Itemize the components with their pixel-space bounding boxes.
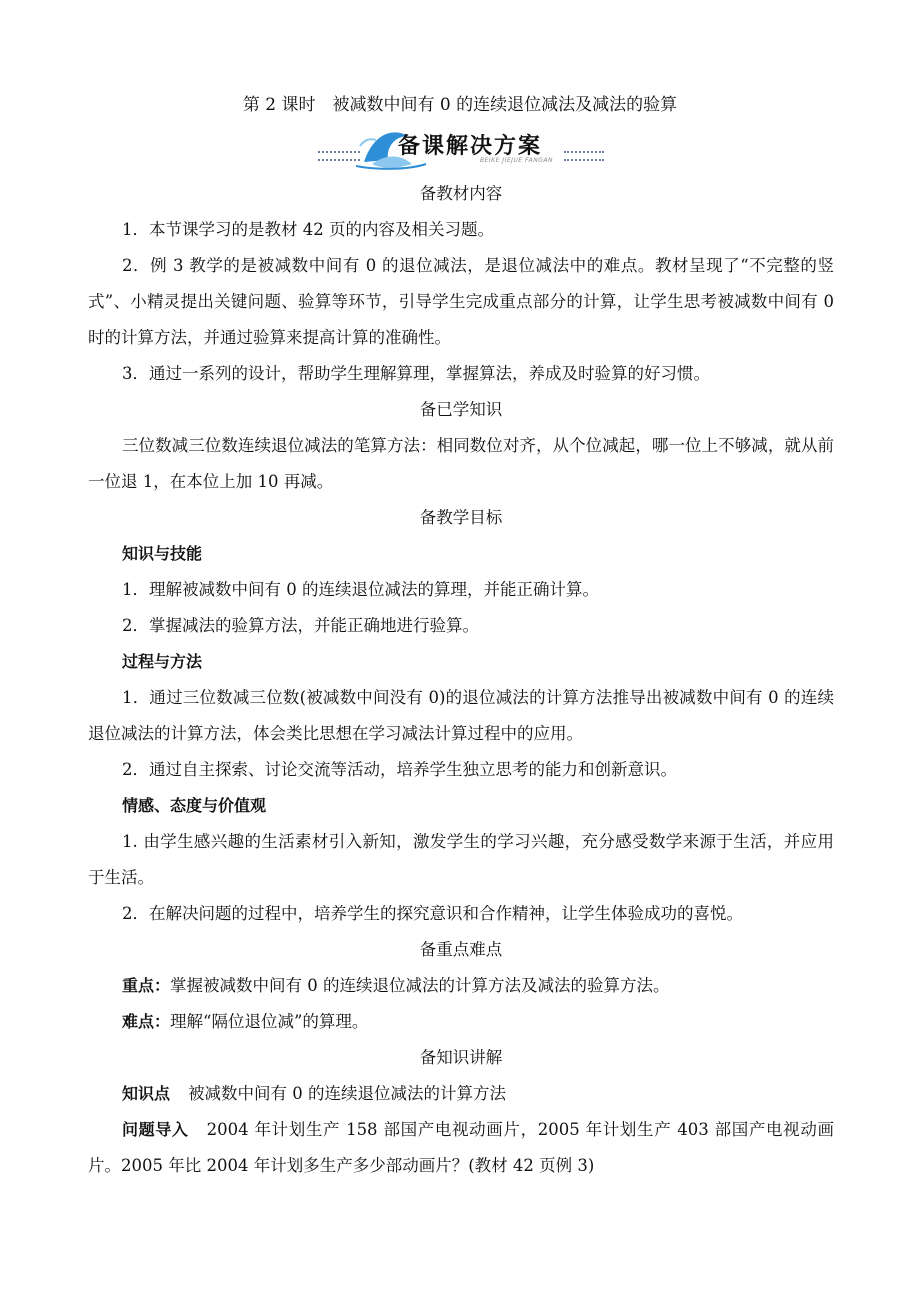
subheading-attitude-values: 情感、态度与价值观	[122, 796, 267, 815]
paragraph: 2．掌握减法的验算方法，并能正确地进行验算。	[122, 616, 479, 635]
section-heading-content: 备教材内容	[419, 184, 503, 203]
paragraph: 3．通过一系列的设计，帮助学生理解算理，掌握算法，养成及时验算的好习惯。	[122, 364, 710, 383]
difficulty-text: 理解“隔位退位减”的算理。	[170, 1012, 369, 1031]
focus-text: 掌握被减数中间有 0 的连续退位减法的计算方法及减法的验算方法。	[170, 976, 670, 995]
banner-subtitle: BEIKE JIEJUE FANGAN	[480, 157, 553, 164]
paragraph: 2．通过自主探索、讨论交流等活动，培养学生独立思考的能力和创新意识。	[122, 760, 677, 779]
section-heading-key: 备重点难点	[419, 940, 503, 959]
knowledge-point-text: 被减数中间有 0 的连续退位减法的计算方法	[188, 1084, 507, 1103]
paragraph: 2．例 3 教学的是被减数中间有 0 的退位减法，是退位减法中的难点。教材呈现了“不完整的竖式”、小精灵提出关键问题、验算等环节，引导学生完成重点部分的计算，让学生思考被减数中间有 0 时的计算方法，并通过验算来提高计算的准确性。	[88, 256, 834, 347]
paragraph: 1．理解被减数中间有 0 的连续退位减法的算理，并能正确计算。	[122, 580, 599, 599]
difficulty-paragraph	[88, 1004, 834, 1040]
banner-title: 备课解决方案	[398, 134, 543, 159]
subheading-knowledge-skills: 知识与技能	[122, 544, 203, 563]
section-heading-knowledge: 备知识讲解	[419, 1048, 503, 1067]
paragraph: 1．通过三位数减三位数(被减数中间没有 0)的退位减法的计算方法推导出被减数中间有 0 的连续退位减法的计算方法，体会类比思想在学习减法计算过程中的应用。	[88, 688, 834, 743]
intro-text: 2004 年计划生产 158 部国产电视动画片，2005 年计划生产 403 部国产电视动画片。2005 年比 2004 年计划多生产多少部动画片？(教材 42 页例 3)	[88, 1120, 834, 1175]
paragraph: 1．本节课学习的是教材 42 页的内容及相关习题。	[122, 220, 494, 239]
paragraph: 1. 由学生感兴趣的生活素材引入新知，激发学生的学习兴趣，充分感受数学来源于生活，并应用于生活。	[88, 832, 834, 887]
intro-label: 问题导入	[122, 1120, 189, 1139]
difficulty-label: 难点：	[122, 1012, 171, 1031]
paragraph: 三位数减三位数连续退位减法的笔算方法：相同数位对齐，从个位减起，哪一位上不够减，就从前一位退 1，在本位上加 10 再减。	[88, 436, 834, 491]
section-heading-prior: 备已学知识	[419, 400, 503, 419]
intro-paragraph	[88, 1112, 834, 1184]
focus-paragraph	[88, 968, 834, 1004]
knowledge-point-label: 知识点	[122, 1084, 171, 1103]
subheading-process-methods: 过程与方法	[122, 652, 203, 671]
section-heading-goals: 备教学目标	[419, 508, 503, 527]
lesson-title: 第 2 课时 被减数中间有 0 的连续退位减法及减法的验算	[242, 95, 678, 115]
paragraph: 2．在解决问题的过程中，培养学生的探究意识和合作精神，让学生体验成功的喜悦。	[122, 904, 743, 923]
focus-label: 重点：	[122, 976, 171, 995]
knowledge-point-paragraph	[88, 1076, 834, 1112]
document-body	[88, 176, 834, 1184]
